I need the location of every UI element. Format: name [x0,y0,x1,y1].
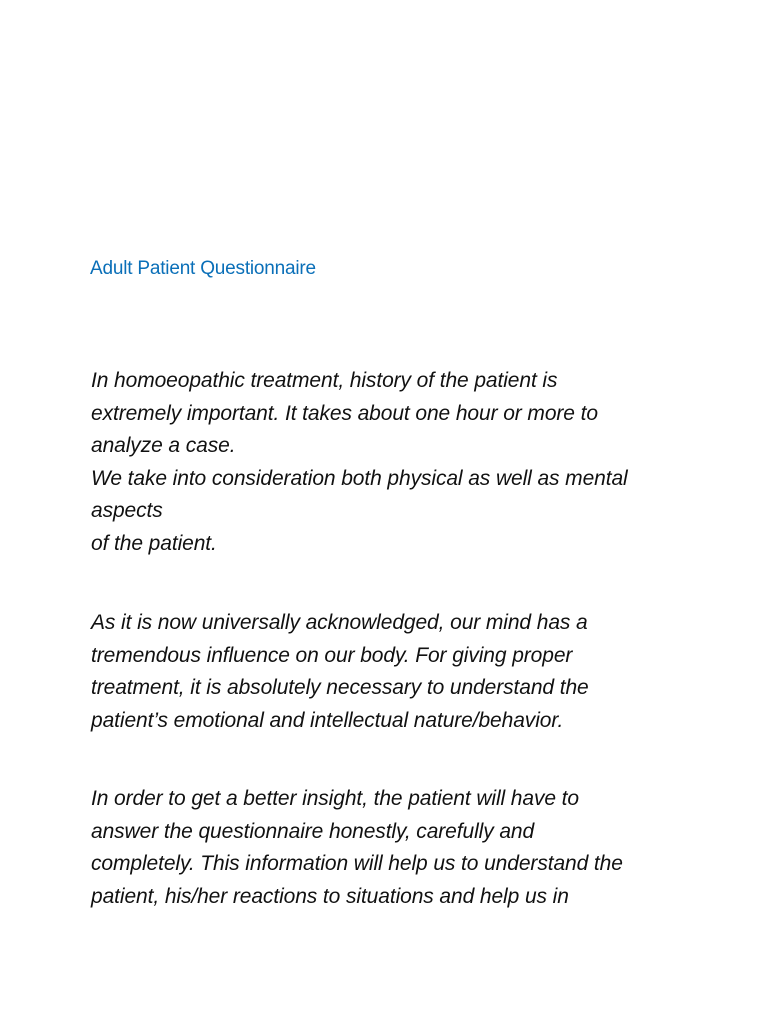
paragraph-insight [91,783,701,913]
paragraph-line: patient’s emotional and intellectual nature/behavior. [91,708,564,732]
paragraph-line: of the patient. [91,531,217,555]
paragraph-line: We take into consideration both physical as well as mental [91,466,628,490]
paragraph-line: tremendous influence on our body. For giving proper [91,643,573,667]
paragraph-line: patient, his/her reactions to situations and help us in [91,884,569,908]
paragraph-line: In homoeopathic treatment, history of the patient is [91,369,558,392]
paragraph-line: completely. This information will help us to understand the [91,852,623,876]
paragraph-line: As it is now universally acknowledged, our mind has a [91,611,588,634]
paragraph-intro [91,365,701,561]
document-title: Adult Patient Questionnaire [90,258,316,279]
paragraph-line: extremely important. It takes about one hour or more to [91,401,598,425]
paragraph-line: In order to get a better insight, the patient will have to [91,787,579,810]
paragraph-line: treatment, it is absolutely necessary to understand the [91,676,589,700]
paragraph-line: analyze a case. [91,434,236,458]
paragraph-line: answer the questionnaire honestly, carefully and [91,819,535,843]
paragraph-mind-body [91,607,701,737]
paragraph-line: aspects [91,499,163,523]
